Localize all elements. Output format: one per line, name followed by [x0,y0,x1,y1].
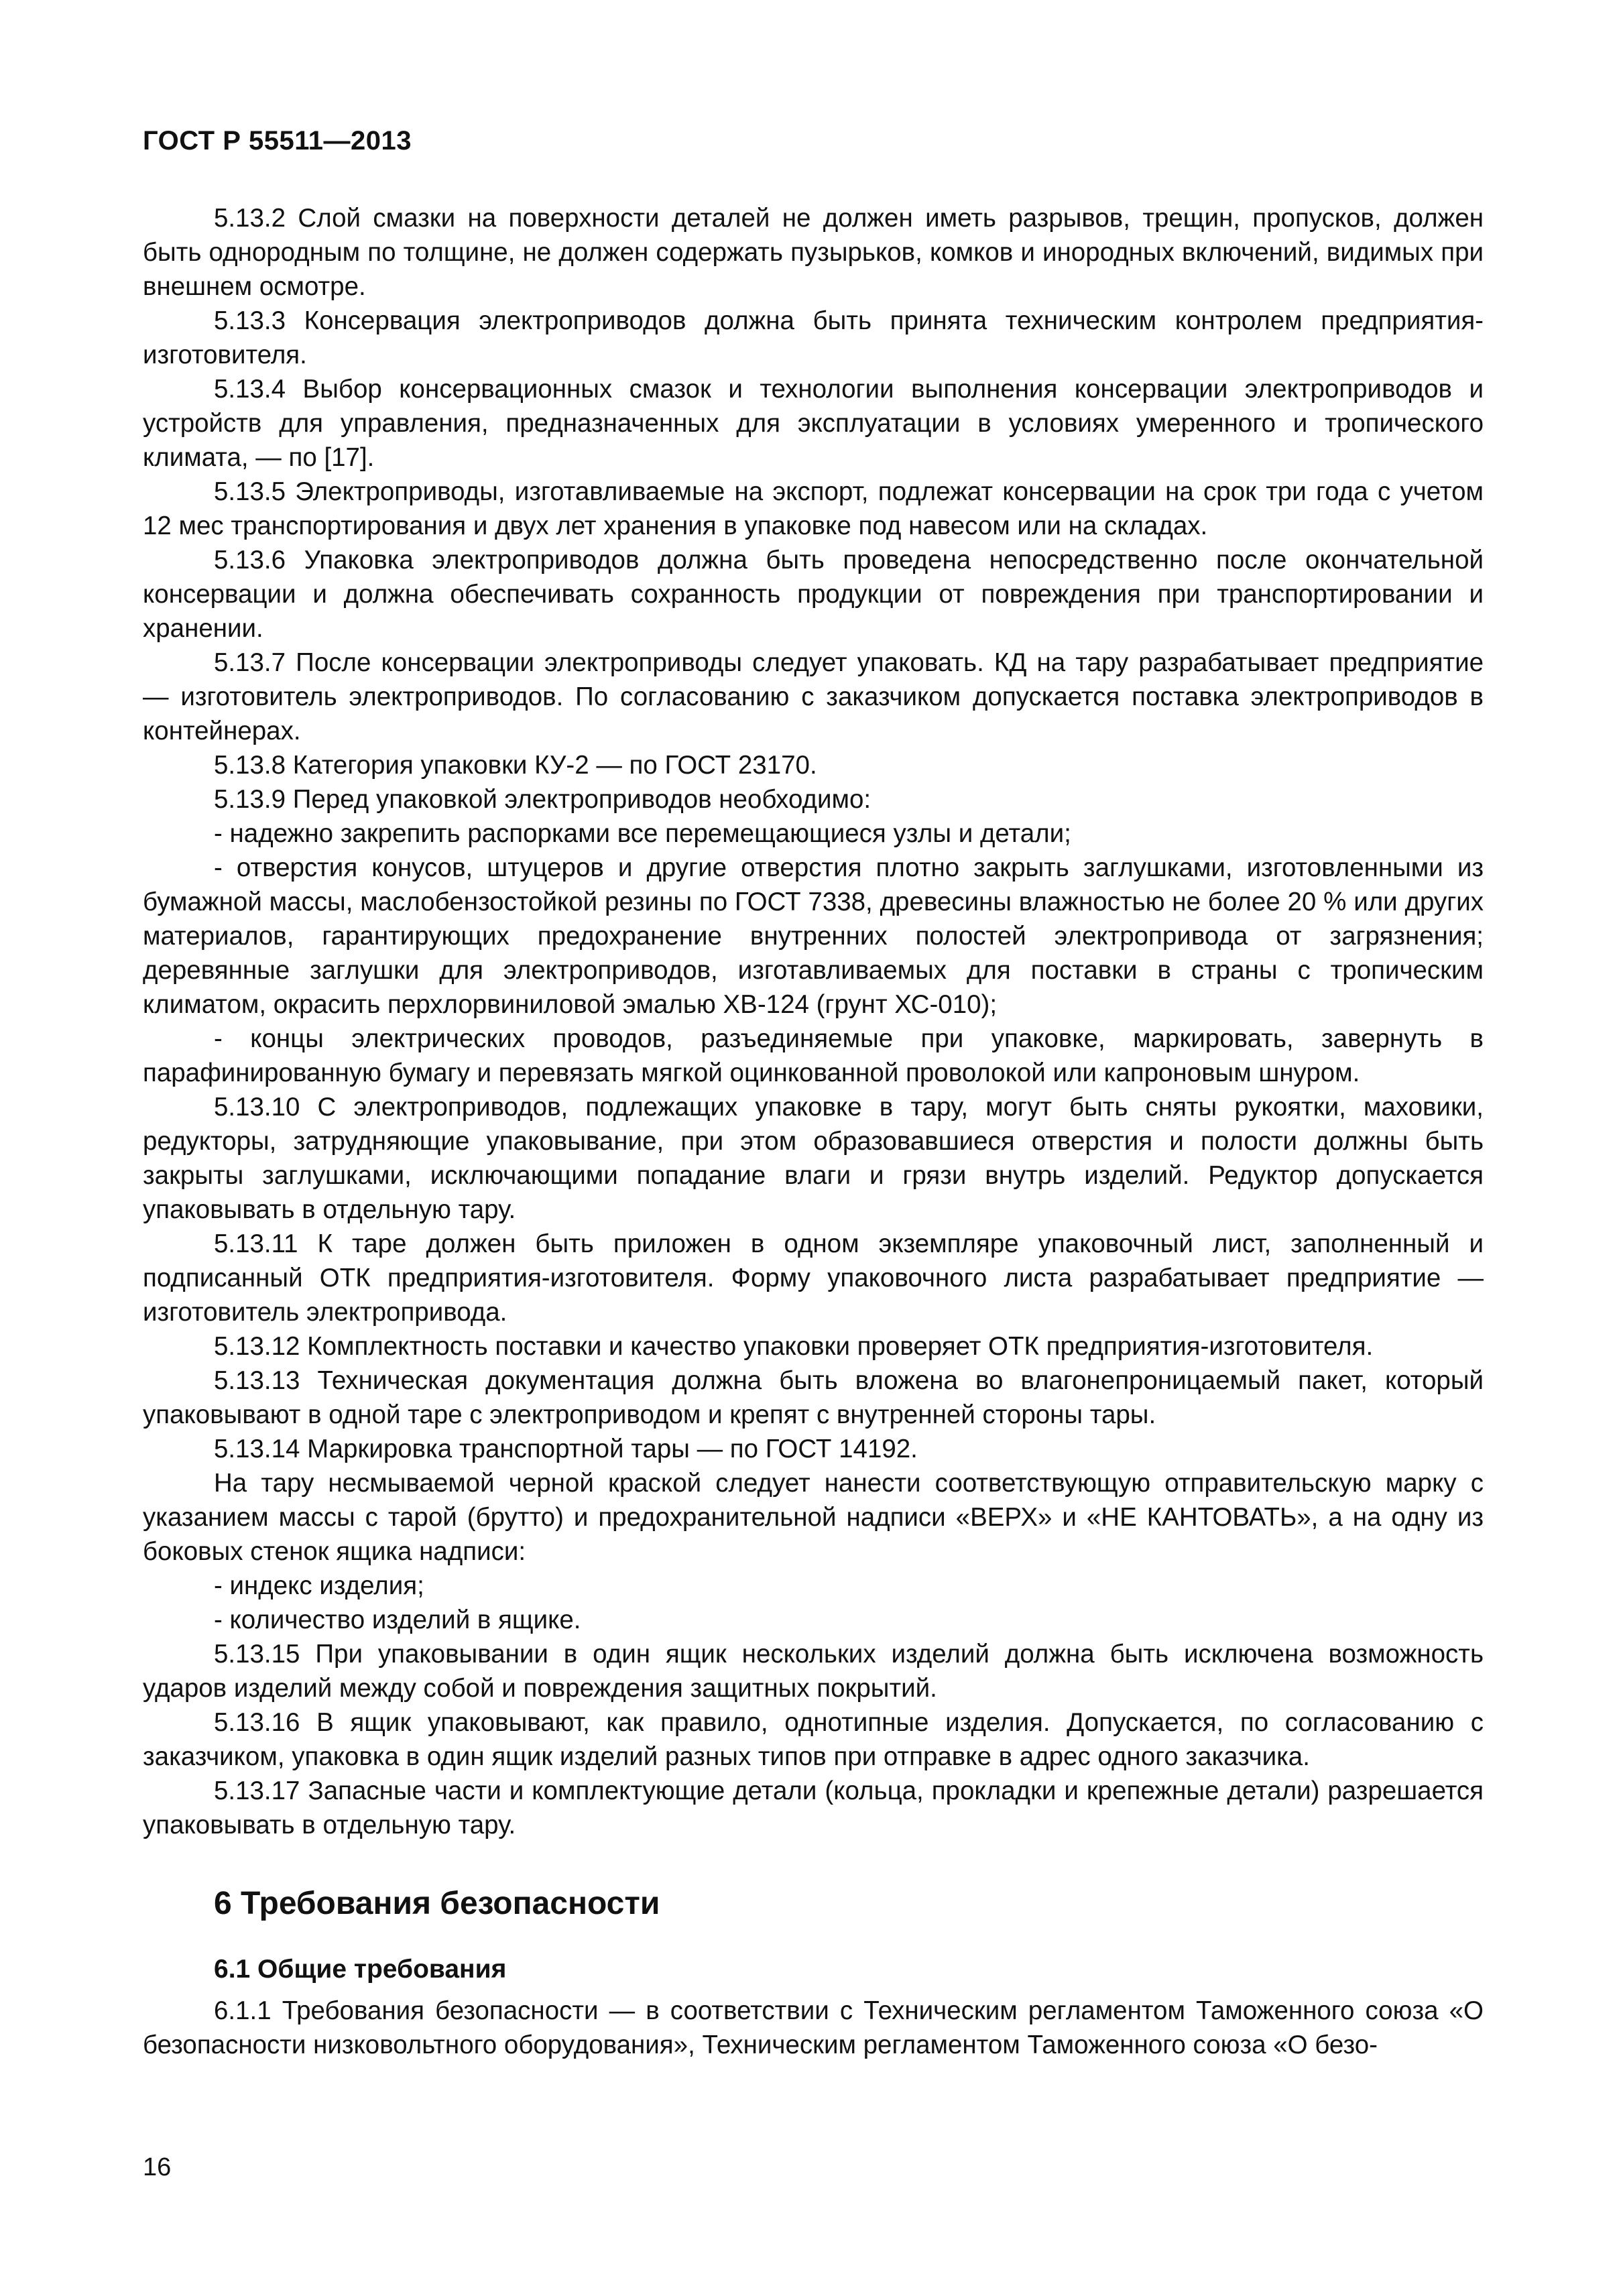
paragraph-5-13-17: 5.13.17 Запасные части и комплектующие детали (кольца, прокладки и крепежные детали) разрешается упаковывать в отдельную тару. [143,1776,1484,1839]
paragraph-5-13-6: 5.13.6 Упаковка электроприводов должна быть проведена непосредственно после окончательной консервации и должна обеспечивать сохранность продукции от повреждения при транспортировании и хранении. [143,546,1484,643]
paragraph-5-13-15: 5.13.15 При упаковывании в один ящик нескольких изделий должна быть исключена возможность ударов изделий между собой и повреждения защитных покрытий. [143,1640,1484,1703]
list-item: - отверстия конусов, штуцеров и другие отверстия плотно закрыть заглушками, изготовленными из бумажной массы, маслобензостойкой резины по ГОСТ 7338, древесины влажностью не более 20 % или других материалов, гарантирующих предохранение внутренних полостей электропривода от загрязнения; деревянные заглушки для электроприводов, изготавливаемых для поставки в страны с тропическим климатом, окрасить перхлорвиниловой эмалью ХВ-124 (грунт ХС-010); [143,853,1484,1019]
paragraph-5-13-11: 5.13.11 К таре должен быть приложен в одном экземпляре упаковочный лист, заполненный и подписанный ОТК предприятия-изготовителя. Форму упаковочного листа разрабатывает предприятие — изготовитель электропривода. [143,1229,1484,1327]
list-item: - индекс изделия; [214,1571,424,1600]
paragraph-5-13-9: 5.13.9 Перед упаковкой электроприводов необходимо: [214,785,871,814]
list-item: - количество изделий в ящике. [214,1606,581,1634]
paragraph-5-13-3: 5.13.3 Консервация электроприводов должна быть принята техническим контролем предприятия-изготовителя. [143,306,1484,369]
paragraph-5-13-16: 5.13.16 В ящик упаковывают, как правило, однотипные изделия. Допускается, по согласованию с заказчиком, упаковка в один ящик изделий разных типов при отправке в адрес одного заказчика. [143,1708,1484,1771]
list-item: - концы электрических проводов, разъединяемые при упаковке, маркировать, завернуть в парафинированную бумагу и перевязать мягкой оцинкованной проволокой или капроновым шнуром. [143,1024,1484,1087]
document-header: ГОСТ Р 55511—2013 [143,126,412,156]
paragraph-marking: На тару несмываемой черной краской следует нанести соответствующую отправительскую марку с указанием массы с тарой (брутто) и предохранительной надписи «ВЕРХ» и «НЕ КАНТОВАТЬ», а на одну из боковых стенок ящика надписи: [143,1469,1484,1566]
paragraph-5-13-5: 5.13.5 Электроприводы, изготавливаемые на экспорт, подлежат консервации на срок три года с учетом 12 мес транспортирования и двух лет хранения в упаковке под навесом или на складах. [143,477,1484,540]
paragraph-5-13-2: 5.13.2 Слой смазки на поверхности деталей не должен иметь разрывов, трещин, пропусков, должен быть однородным по толщине, не должен содержать пузырьков, комков и инородных включений, видимых при внешнем осмотре. [143,204,1484,301]
paragraph-5-13-12: 5.13.12 Комплектность поставки и качество упаковки проверяет ОТК предприятия-изготовителя. [214,1332,1374,1361]
paragraph-5-13-10: 5.13.10 С электроприводов, подлежащих упаковке в тару, могут быть сняты рукоятки, маховики, редукторы, затрудняющие упаковывание, при этом образовавшиеся отверстия и полости должны быть закрыты заглушками, исключающими попадание влаги и грязи внутрь изделий. Редуктор допускается упаковывать в отдельную тару. [143,1093,1484,1224]
page-number: 16 [143,2153,172,2181]
paragraph-5-13-8: 5.13.8 Категория упаковки КУ-2 — по ГОСТ 23170. [214,751,817,780]
document-body [143,201,1484,2062]
paragraph-5-13-13: 5.13.13 Техническая документация должна быть вложена во влагонепроницаемый пакет, который упаковывают в одной таре с электроприводом и крепят с внутренней стороны тары. [143,1366,1484,1429]
section-title: 6 Требования безопасности [214,1886,660,1921]
list-item: - надежно закрепить распорками все перемещающиеся узлы и детали; [214,819,1071,848]
paragraph-5-13-14: 5.13.14 Маркировка транспортной тары — по ГОСТ 14192. [214,1435,918,1463]
subsection-title: 6.1 Общие требования [214,1955,507,1984]
paragraph-5-13-4: 5.13.4 Выбор консервационных смазок и технологии выполнения консервации электроприводов и устройств для управления, предназначенных для эксплуатации в условиях умеренного и тропического климата, — по [17]. [143,375,1484,472]
paragraph-6-1-1: 6.1.1 Требования безопасности — в соответствии с Техническим регламентом Таможенного союза «О безопасности низковольтного оборудования», Техническим регламентом Таможенного союза «О безо- [143,1996,1484,2059]
paragraph-5-13-7: 5.13.7 После консервации электроприводы следует упаковать. КД на тару разрабатывает предприятие — изготовитель электроприводов. По согласованию с заказчиком допускается поставка электроприводов в контейнерах. [143,648,1484,745]
